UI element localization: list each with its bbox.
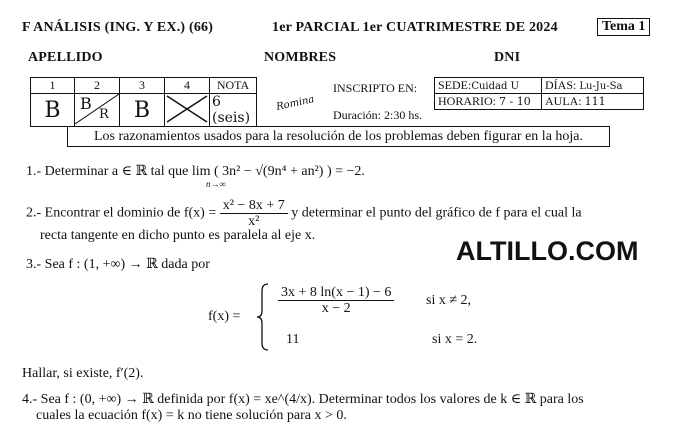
grade-header: 3 — [120, 78, 165, 94]
grade-mark-cell — [75, 94, 120, 127]
nombres-label: NOMBRES — [264, 50, 337, 65]
problem-2-fraction — [220, 198, 288, 229]
problem-3-line-2: Hallar, si existe, f′(2). — [22, 366, 144, 381]
dias-value: Lu-Ju-Sa — [579, 81, 623, 92]
horario-value: 7 - 10 — [499, 95, 531, 108]
problem-2-line-2: recta tangente en dicho punto es paralela al eje x. — [40, 228, 316, 243]
grade-header: 2 — [75, 78, 120, 94]
limit-subscript: n→∞ — [206, 179, 226, 189]
dias-label: DÍAS: — [545, 78, 577, 92]
grade-mark: B — [80, 94, 92, 113]
function-label: f(x) = — [208, 309, 241, 324]
inscripto-label: INSCRIPTO EN: — [333, 81, 418, 95]
grade-mark: B — [31, 94, 75, 127]
problem-4-line-1: 4.- Sea f : (0, +∞) → ℝ definida por f(x) = xe^(4/x). Determinar todos los valores de k ∈ ℝ para los — [22, 392, 584, 407]
notice-box: Los razonamientos usados para la resolución de los problemas deben figurar en la hoja. — [67, 126, 610, 147]
sede-value: Cuidad U — [471, 81, 520, 92]
grade-cross-cell — [165, 94, 210, 127]
grade-header: NOTA — [210, 78, 257, 94]
fraction-denominator: x − 2 — [321, 301, 351, 316]
piecewise-fraction — [278, 285, 394, 316]
value-at-2: 11 — [286, 332, 300, 347]
horario-label: HORARIO: — [438, 94, 497, 108]
dni-label: DNI — [494, 50, 521, 65]
problem-2-rest: y determinar el punto del gráfico de f para el cual la — [291, 205, 582, 221]
condition-1: si x ≠ 2, — [426, 293, 472, 308]
brace-icon — [256, 283, 270, 351]
grade-mark: B — [120, 94, 165, 127]
nota-value: 6 (seis) — [210, 94, 257, 127]
aula-label: AULA: — [545, 94, 582, 108]
exam-title: 1er PARCIAL 1er CUATRIMESTRE DE 2024 — [272, 20, 558, 35]
problem-4-line-2: cuales la ecuación f(x) = k no tiene solución para x > 0. — [36, 408, 347, 423]
problem-3-line-1: 3.- Sea f : (1, +∞) → ℝ dada por — [26, 257, 210, 272]
grade-header: 4 — [165, 78, 210, 94]
apellido-label: APELLIDO — [28, 50, 103, 65]
fraction-denominator: x² — [248, 214, 260, 229]
subject-title: F ANÁLISIS (ING. Y EX.) (66) — [22, 20, 214, 35]
tema-label: Tema 1 — [597, 18, 650, 36]
sede-table — [434, 77, 644, 110]
sede-label: SEDE: — [438, 78, 472, 92]
aula-value: 111 — [584, 95, 606, 108]
fraction-numerator: 3x + 8 ln(x − 1) − 6 — [278, 285, 394, 301]
grade-submark: R — [99, 107, 109, 122]
watermark: ALTILLO.COM — [456, 236, 639, 266]
signature: Romina — [275, 94, 316, 113]
problem-1: 1.- Determinar a ∈ ℝ tal que lim ( 3n² − √(9n⁴ + an²) ) = −2. — [26, 164, 365, 179]
condition-2: si x = 2. — [432, 332, 478, 347]
grades-table — [30, 77, 257, 127]
grade-header: 1 — [31, 78, 75, 94]
cross-mark-icon — [165, 94, 209, 124]
duracion-label: Duración: 2:30 hs. — [333, 108, 422, 122]
fraction-numerator: x² − 8x + 7 — [220, 198, 288, 214]
problem-2-line-1 — [26, 198, 582, 229]
problem-2-intro: 2.- Encontrar el dominio de f(x) = — [26, 205, 217, 221]
